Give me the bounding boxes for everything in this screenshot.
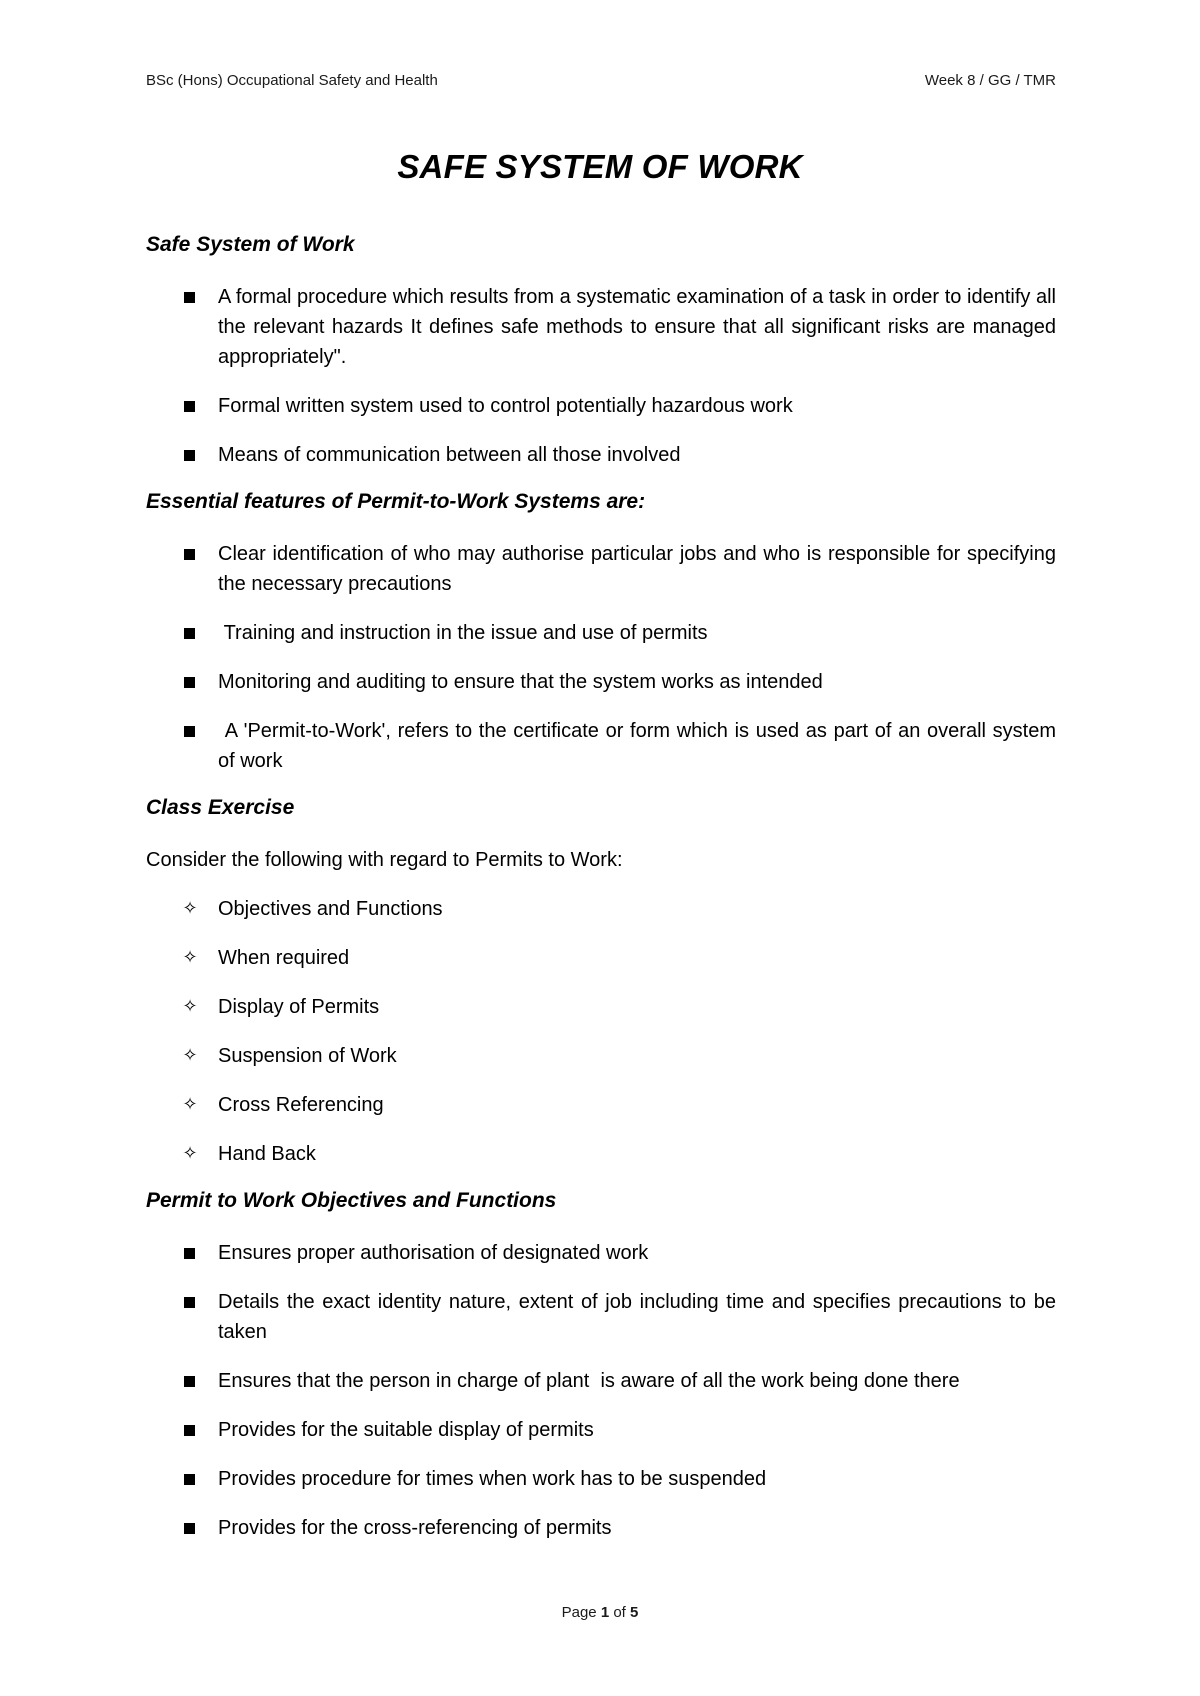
footer-page-label: Page <box>561 1604 597 1621</box>
heading-class-exercise: Class Exercise <box>146 796 295 819</box>
square-bullet-icon <box>184 1297 195 1308</box>
diamond-bullet-icon: ✧ <box>182 947 198 968</box>
list-item: ✧ Cross Referencing <box>146 1090 1056 1120</box>
square-bullet-icon <box>184 1425 195 1436</box>
diamond-bullet-icon: ✧ <box>182 996 198 1017</box>
diamond-bullet-icon: ✧ <box>182 1094 198 1115</box>
list-item: Provides procedure for times when work has to be suspended <box>146 1464 1056 1494</box>
list-item: Ensures that the person in charge of plant is aware of all the work being done there <box>146 1366 1056 1396</box>
features-list <box>146 539 1062 776</box>
list-item: Means of communication between all those involved <box>146 440 1056 470</box>
list-item: ✧ Hand Back <box>146 1139 1056 1169</box>
list-item: Training and instruction in the issue and use of permits <box>146 618 1056 648</box>
diamond-bullet-icon: ✧ <box>182 898 198 919</box>
square-bullet-icon <box>184 292 195 303</box>
square-bullet-icon <box>184 726 195 737</box>
document-title: SAFE SYSTEM OF WORK <box>397 148 803 185</box>
header-course: BSc (Hons) Occupational Safety and Health <box>146 72 438 89</box>
exercise-intro: Consider the following with regard to Permits to Work: <box>146 849 623 871</box>
ssow-list <box>146 282 1056 470</box>
square-bullet-icon <box>184 549 195 560</box>
list-item: ✧ Objectives and Functions <box>146 894 1056 924</box>
square-bullet-icon <box>184 401 195 412</box>
list-item: A formal procedure which results from a systematic examination of a task in order to identify all the relevant hazards It defines safe methods to ensure that all significant risks are managed appropriately". <box>146 282 1056 372</box>
page-footer <box>0 1604 1200 1621</box>
square-bullet-icon <box>184 677 195 688</box>
footer-page-total: 5 <box>630 1604 639 1621</box>
footer-page-current: 1 <box>600 1604 610 1621</box>
square-bullet-icon <box>184 1376 195 1387</box>
page-header <box>146 72 1056 89</box>
header-week: Week 8 / GG / TMR <box>924 72 1056 89</box>
square-bullet-icon <box>184 1248 195 1259</box>
list-item: A 'Permit-to-Work', refers to the certificate or form which is used as part of an overall system of work <box>146 716 1056 776</box>
objectives-list <box>146 1238 1056 1543</box>
diamond-bullet-icon: ✧ <box>182 1045 198 1066</box>
heading-objectives-functions: Permit to Work Objectives and Functions <box>146 1189 557 1212</box>
document-body <box>146 232 1062 1562</box>
list-item: ✧ When required <box>146 943 1056 973</box>
diamond-bullet-icon: ✧ <box>182 1143 198 1164</box>
list-item: ✧ Suspension of Work <box>146 1041 1056 1071</box>
list-item: Provides for the cross-referencing of permits <box>146 1513 1056 1543</box>
square-bullet-icon <box>184 1474 195 1485</box>
square-bullet-icon <box>184 628 195 639</box>
square-bullet-icon <box>184 450 195 461</box>
list-item: Provides for the suitable display of permits <box>146 1415 1056 1445</box>
heading-safe-system-of-work: Safe System of Work <box>146 233 355 256</box>
heading-essential-features: Essential features of Permit-to-Work Systems are: <box>146 490 646 513</box>
list-item: Details the exact identity nature, extent of job including time and specifies precautions to be taken <box>146 1287 1056 1347</box>
list-item: Ensures proper authorisation of designated work <box>146 1238 1056 1268</box>
square-bullet-icon <box>184 1523 195 1534</box>
list-item: Monitoring and auditing to ensure that the system works as intended <box>146 667 1056 697</box>
footer-of-label: of <box>613 1604 626 1621</box>
list-item: Clear identification of who may authorise particular jobs and who is responsible for specifying the necessary precautions <box>146 539 1056 599</box>
exercise-list <box>146 894 1056 1169</box>
list-item: Formal written system used to control potentially hazardous work <box>146 391 1056 421</box>
list-item: ✧ Display of Permits <box>146 992 1056 1022</box>
